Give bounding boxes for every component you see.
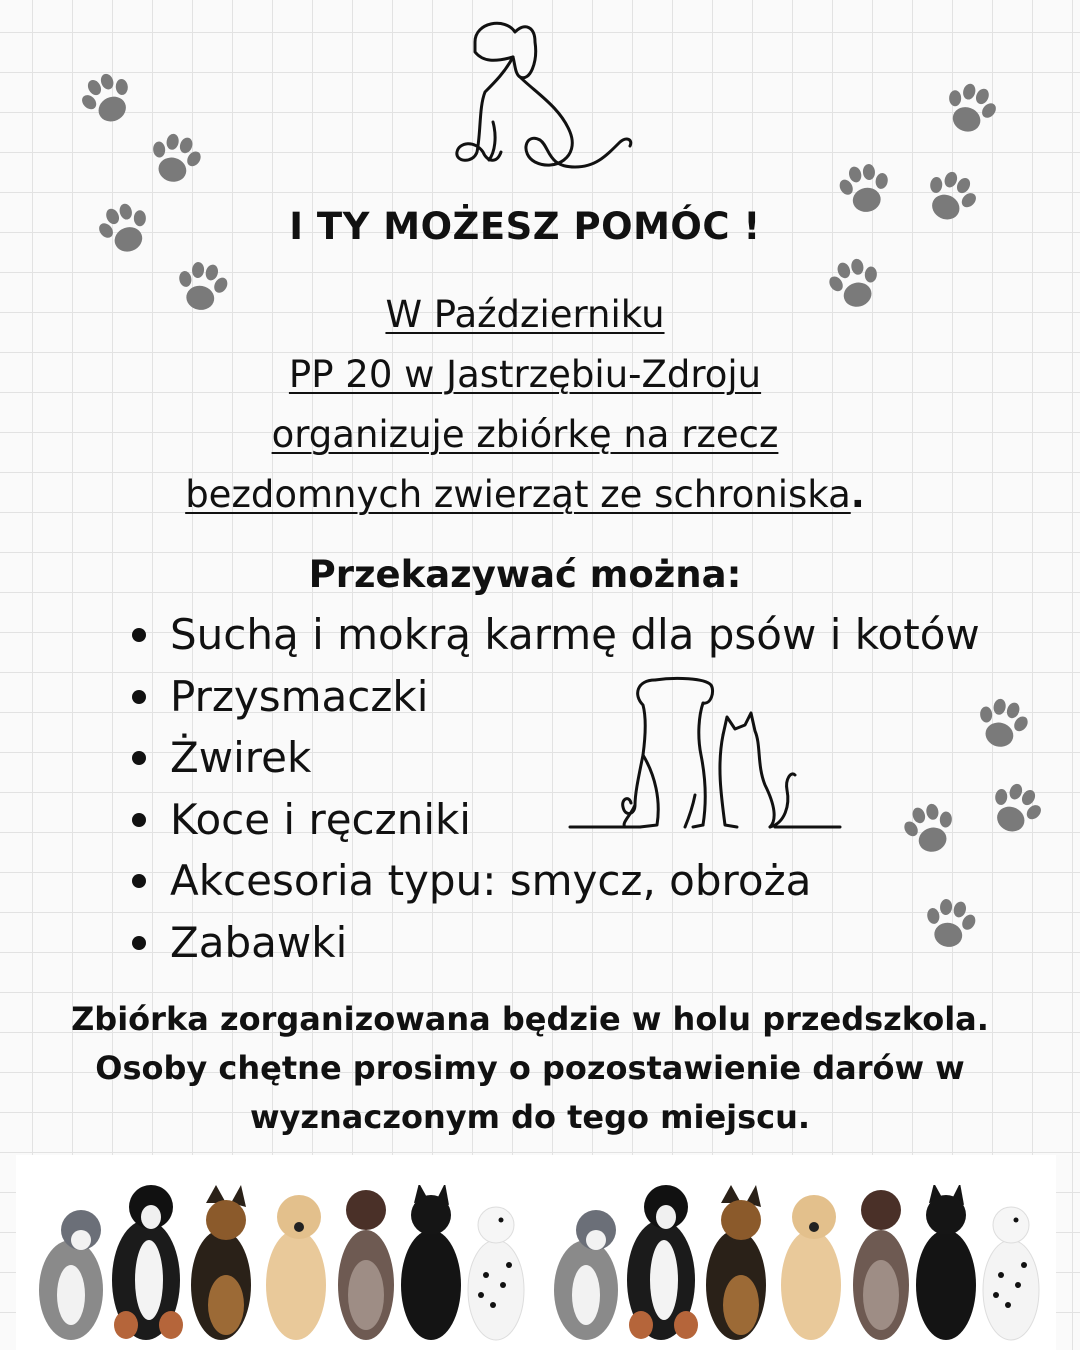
footer-line: Osoby chętne prosimy o pozostawienie darów w: [95, 1049, 965, 1087]
dog-group-left: [31, 1185, 531, 1345]
dog-and-cat-line-art-icon: [565, 675, 845, 835]
paw-print-icon: [138, 123, 211, 196]
list-item-text: Suchą i mokrą karmę dla psów i kotów: [170, 610, 980, 659]
dog-line-art-icon: [435, 12, 645, 192]
list-item: [128, 727, 980, 789]
footer-line: Zbiórka zorganizowana będzie w holu przedszkola.: [71, 1000, 989, 1038]
paw-print-icon: [932, 72, 1009, 149]
donate-heading: Przekazywać można:: [308, 553, 742, 596]
intro-text: [0, 285, 1050, 525]
list-item-text: Koce i ręczniki: [170, 794, 471, 844]
list-item-text: Przysmaczki: [170, 671, 429, 721]
list-item: [128, 850, 980, 912]
list-item: [128, 789, 980, 851]
intro-line: PP 20 w Jastrzębiu-Zdroju: [288, 353, 762, 396]
intro-line: bezdomnych zwierząt ze schroniska: [185, 473, 851, 516]
list-item: [128, 912, 980, 974]
dog-group-right: [546, 1185, 1046, 1345]
list-item: [128, 666, 980, 728]
donation-list: [128, 604, 980, 973]
list-item-text: Akcesoria typu: smycz, obroża: [170, 856, 812, 905]
bullet-icon: [132, 813, 146, 827]
bullet-icon: [132, 751, 146, 765]
bullet-icon: [132, 628, 146, 642]
bullet-icon: [132, 690, 146, 704]
poster-title: I TY MOŻESZ POMÓC !: [289, 205, 761, 248]
paw-print-icon: [68, 60, 148, 140]
list-item: [128, 604, 980, 666]
list-item-text: Zabawki: [170, 917, 348, 967]
row-of-dogs-photo: [16, 1155, 1056, 1350]
list-item-text: Żwirek: [170, 733, 312, 782]
paw-print-icon: [975, 770, 1055, 850]
intro-line: W Październiku: [385, 293, 665, 336]
footer-line: wyznaczonym do tego miejscu.: [249, 1098, 811, 1136]
intro-line: organizuje zbiórkę na rzecz: [271, 413, 779, 456]
bullet-icon: [132, 936, 146, 950]
intro-end-period: .: [850, 473, 865, 516]
bullet-icon: [132, 874, 146, 888]
footer-text: [20, 995, 1040, 1142]
